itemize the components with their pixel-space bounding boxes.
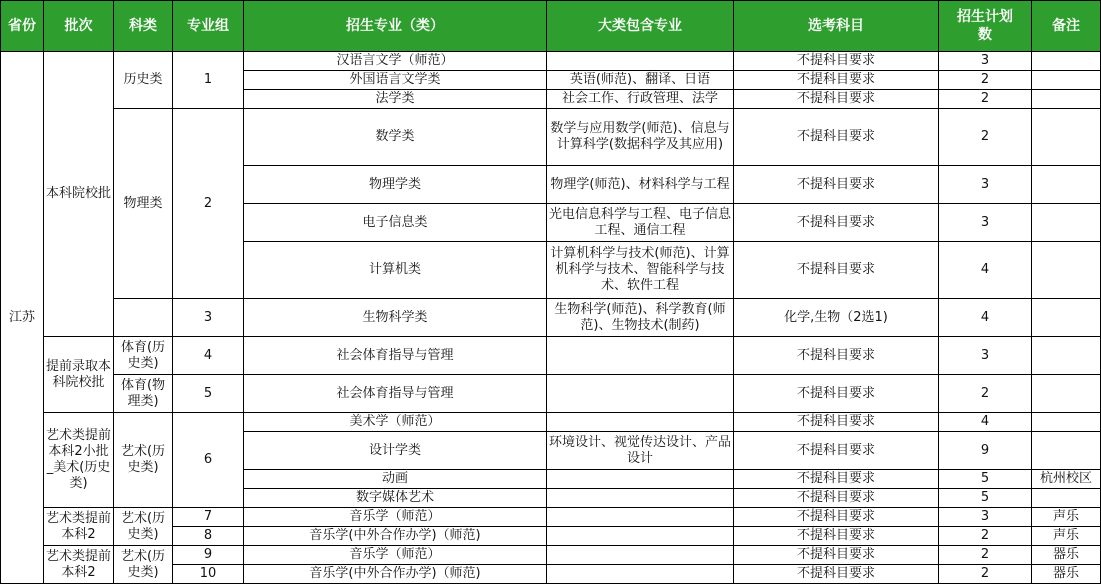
elective-cell: 不提科目要求 — [734, 337, 939, 375]
major-cell: 社会体育指导与管理 — [244, 375, 547, 413]
elective-cell: 不提科目要求 — [734, 470, 939, 489]
major-cell: 音乐学(中外合作办学)（师范) — [244, 565, 547, 584]
note-cell — [1032, 242, 1101, 299]
elective-cell: 不提科目要求 — [734, 109, 939, 166]
note-cell — [1032, 375, 1101, 413]
elective-cell: 不提科目要求 — [734, 90, 939, 109]
included-cell: 英语(师范)、翻译、日语 — [547, 71, 734, 90]
subject-type-cell: 物理类 — [114, 109, 173, 299]
major-cell: 数学类 — [244, 109, 547, 166]
elective-cell: 不提科目要求 — [734, 52, 939, 71]
table-row — [1, 337, 1101, 375]
header-group: 专业组 — [173, 1, 244, 52]
included-cell: 生物科学(师范)、科学教育(师范)、生物技术(制药) — [547, 299, 734, 337]
plan-cell: 5 — [939, 489, 1032, 508]
note-cell — [1032, 109, 1101, 166]
note-cell — [1032, 489, 1101, 508]
subject-type-cell: 艺术(历史类) — [114, 508, 173, 546]
header-province: 省份 — [1, 1, 44, 52]
group-cell: 4 — [173, 337, 244, 375]
province-cell: 江苏 — [1, 52, 44, 584]
note-cell — [1032, 413, 1101, 432]
plan-cell: 3 — [939, 508, 1032, 527]
major-cell: 汉语言文学（师范） — [244, 52, 547, 71]
plan-cell: 3 — [939, 204, 1032, 242]
included-cell: 光电信息科学与工程、电子信息工程、通信工程 — [547, 204, 734, 242]
note-cell — [1032, 90, 1101, 109]
plan-cell: 2 — [939, 546, 1032, 565]
note-cell — [1032, 71, 1101, 90]
note-cell — [1032, 432, 1101, 470]
header-elective: 选考科目 — [734, 1, 939, 52]
table-row — [1, 508, 1101, 527]
note-cell: 杭州校区 — [1032, 470, 1101, 489]
elective-cell: 不提科目要求 — [734, 204, 939, 242]
batch-cell: 提前录取本科院校批 — [44, 337, 114, 413]
note-cell: 器乐 — [1032, 565, 1101, 584]
major-cell: 美术学（师范） — [244, 413, 547, 432]
plan-cell: 3 — [939, 166, 1032, 204]
note-cell — [1032, 166, 1101, 204]
table-row — [1, 413, 1101, 432]
included-cell — [547, 375, 734, 413]
subject-type-cell: 历史类 — [114, 52, 173, 109]
batch-cell: 艺术类提前本科2 — [44, 546, 114, 584]
major-cell: 外国语言文学类 — [244, 71, 547, 90]
elective-cell: 化学,生物（2选1) — [734, 299, 939, 337]
major-cell: 物理学类 — [244, 166, 547, 204]
elective-cell: 不提科目要求 — [734, 508, 939, 527]
plan-cell: 2 — [939, 71, 1032, 90]
plan-cell: 2 — [939, 375, 1032, 413]
elective-cell: 不提科目要求 — [734, 527, 939, 546]
major-cell: 音乐学(中外合作办学)（师范) — [244, 527, 547, 546]
included-cell: 社会工作、行政管理、法学 — [547, 90, 734, 109]
included-cell — [547, 527, 734, 546]
subject-type-cell — [114, 299, 173, 337]
elective-cell: 不提科目要求 — [734, 375, 939, 413]
included-cell: 环境设计、视觉传达设计、产品设计 — [547, 432, 734, 470]
header-included: 大类包含专业 — [547, 1, 734, 52]
plan-cell: 4 — [939, 299, 1032, 337]
note-cell: 声乐 — [1032, 508, 1101, 527]
group-cell: 7 — [173, 508, 244, 527]
major-cell: 电子信息类 — [244, 204, 547, 242]
batch-cell: 艺术类提前本科2小批_美术(历史类) — [44, 413, 114, 508]
plan-cell: 2 — [939, 109, 1032, 166]
major-cell: 音乐学（师范） — [244, 546, 547, 565]
header-major: 招生专业（类） — [244, 1, 547, 52]
major-cell: 社会体育指导与管理 — [244, 337, 547, 375]
included-cell — [547, 413, 734, 432]
elective-cell: 不提科目要求 — [734, 71, 939, 90]
table-row — [1, 299, 1101, 337]
elective-cell: 不提科目要求 — [734, 432, 939, 470]
included-cell — [547, 470, 734, 489]
elective-cell: 不提科目要求 — [734, 565, 939, 584]
included-cell — [547, 565, 734, 584]
elective-cell: 不提科目要求 — [734, 546, 939, 565]
included-cell: 物理学(师范)、材料科学与工程 — [547, 166, 734, 204]
group-cell: 10 — [173, 565, 244, 584]
elective-cell: 不提科目要求 — [734, 242, 939, 299]
plan-cell: 4 — [939, 413, 1032, 432]
plan-cell: 4 — [939, 242, 1032, 299]
note-cell: 器乐 — [1032, 546, 1101, 565]
plan-cell: 3 — [939, 337, 1032, 375]
note-cell — [1032, 337, 1101, 375]
included-cell — [547, 489, 734, 508]
major-cell: 法学类 — [244, 90, 547, 109]
subject-type-cell: 体育(历史类) — [114, 337, 173, 375]
included-cell: 计算机科学与技术(师范)、计算机科学与技术、智能科学与技术、软件工程 — [547, 242, 734, 299]
header-row — [1, 1, 1101, 52]
plan-cell: 2 — [939, 565, 1032, 584]
header-batch: 批次 — [44, 1, 114, 52]
table-row — [1, 375, 1101, 413]
major-cell: 设计学类 — [244, 432, 547, 470]
header-plan: 招生计划数 — [939, 1, 1032, 52]
note-cell: 声乐 — [1032, 527, 1101, 546]
included-cell — [547, 546, 734, 565]
table-row — [1, 109, 1101, 166]
plan-cell: 9 — [939, 432, 1032, 470]
included-cell — [547, 508, 734, 527]
group-cell: 3 — [173, 299, 244, 337]
table-row — [1, 52, 1101, 71]
major-cell: 动画 — [244, 470, 547, 489]
note-cell — [1032, 299, 1101, 337]
group-cell: 1 — [173, 52, 244, 109]
batch-cell: 本科院校批 — [44, 52, 114, 337]
group-cell: 8 — [173, 527, 244, 546]
elective-cell: 不提科目要求 — [734, 413, 939, 432]
header-note: 备注 — [1032, 1, 1101, 52]
group-cell: 2 — [173, 109, 244, 299]
elective-cell: 不提科目要求 — [734, 489, 939, 508]
major-cell: 计算机类 — [244, 242, 547, 299]
subject-type-cell: 艺术(历史类) — [114, 413, 173, 508]
group-cell: 9 — [173, 546, 244, 565]
table-row — [1, 546, 1101, 565]
major-cell: 生物科学类 — [244, 299, 547, 337]
elective-cell: 不提科目要求 — [734, 166, 939, 204]
group-cell: 5 — [173, 375, 244, 413]
header-subject-type: 科类 — [114, 1, 173, 52]
group-cell: 6 — [173, 413, 244, 508]
plan-cell: 2 — [939, 90, 1032, 109]
included-cell — [547, 337, 734, 375]
major-cell: 数字媒体艺术 — [244, 489, 547, 508]
subject-type-cell: 体育(物理类) — [114, 375, 173, 413]
note-cell — [1032, 204, 1101, 242]
included-cell: 数学与应用数学(师范)、信息与计算科学(数据科学及其应用) — [547, 109, 734, 166]
included-cell — [547, 52, 734, 71]
plan-cell: 2 — [939, 527, 1032, 546]
major-cell: 音乐学（师范） — [244, 508, 547, 527]
plan-cell: 3 — [939, 52, 1032, 71]
subject-type-cell: 艺术(历史类) — [114, 546, 173, 584]
plan-cell: 5 — [939, 470, 1032, 489]
note-cell — [1032, 52, 1101, 71]
batch-cell: 艺术类提前本科2 — [44, 508, 114, 546]
